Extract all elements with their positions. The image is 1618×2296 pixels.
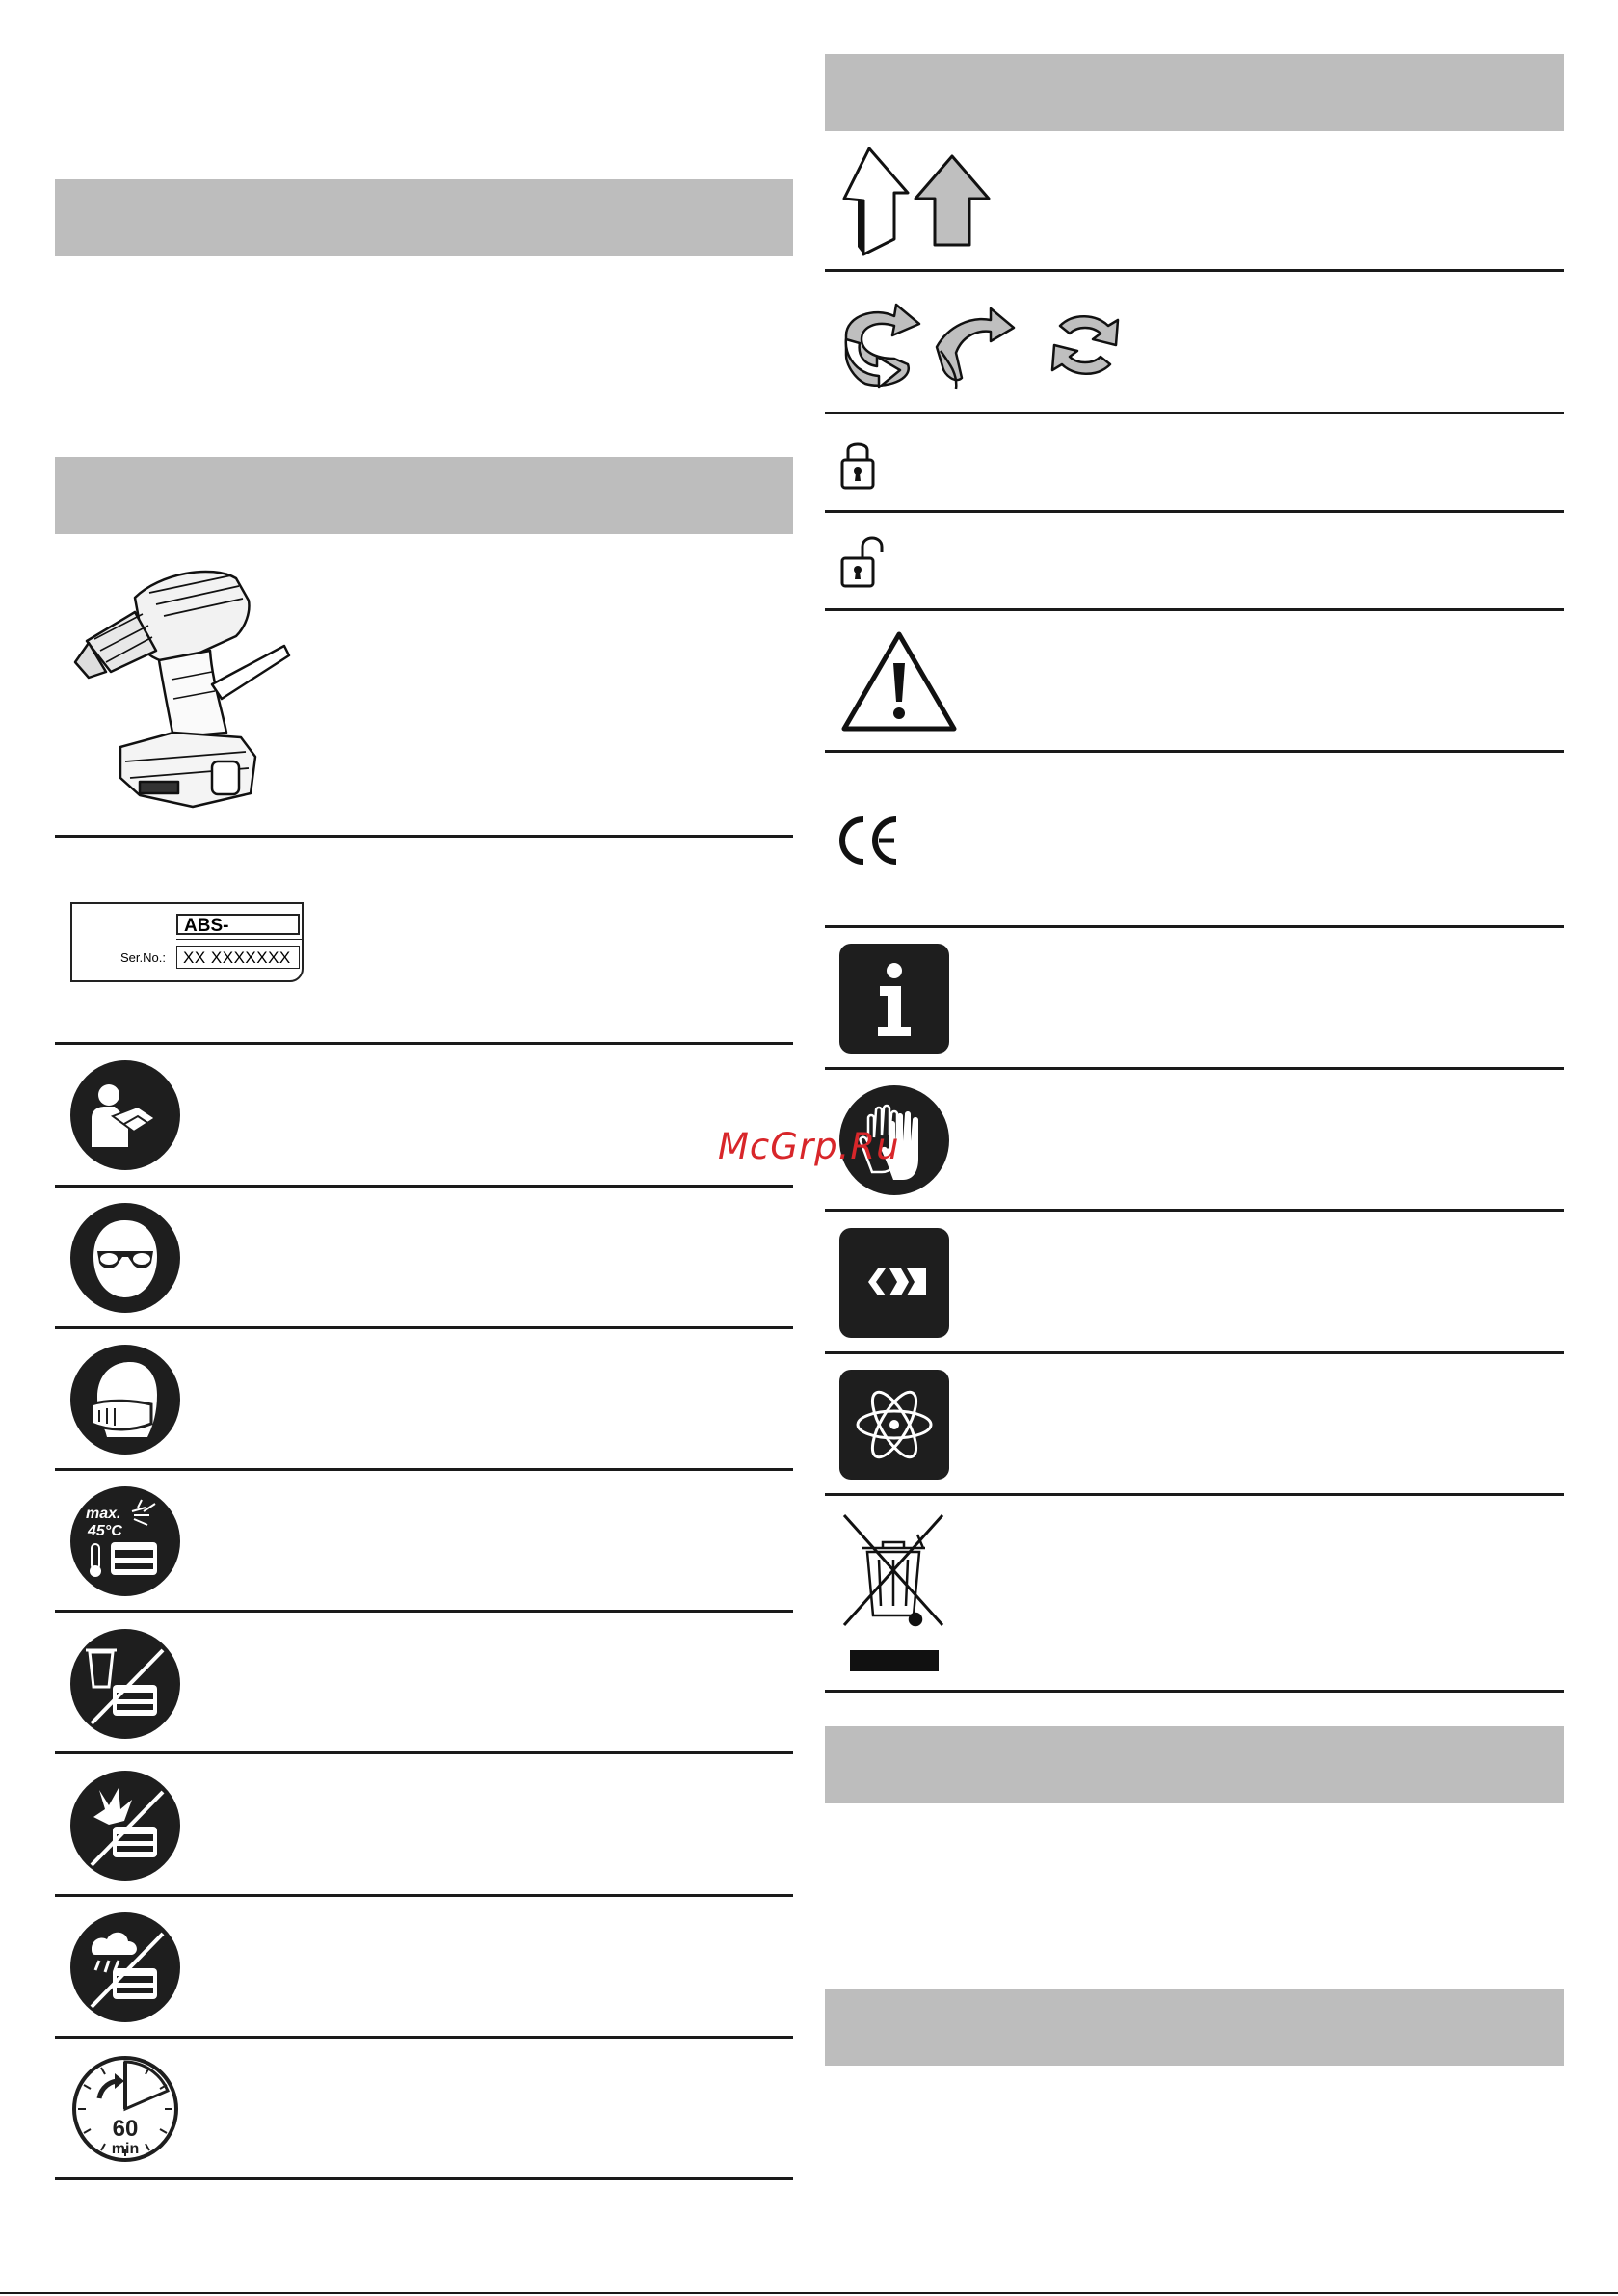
dust-mask-icon (70, 1345, 180, 1455)
section-header-band-1 (55, 179, 793, 256)
serial-value: XX XXXXXXX (176, 946, 300, 969)
section-header-band-right-1 (825, 54, 1564, 131)
read-manual-icon (70, 1060, 180, 1170)
plate-line (176, 939, 302, 940)
divider (55, 1042, 793, 1045)
divider (55, 2177, 793, 2180)
info-symbol-label (839, 944, 840, 945)
divider (55, 1894, 793, 1897)
charge-time-value: 60 (112, 2116, 139, 2142)
lock-closed-icon (839, 437, 876, 491)
max-temperature-icon (70, 1486, 180, 1596)
info-icon (839, 944, 949, 1054)
serial-label: Ser.No.: (120, 950, 166, 965)
drill-illustration (67, 554, 299, 810)
divider (825, 1067, 1564, 1070)
charge-time-unit: min (111, 2141, 140, 2157)
divider (825, 412, 1564, 414)
weee-bin-icon (836, 1509, 950, 1678)
model-prefix-box: ABS- (176, 914, 300, 935)
warning-triangle-icon (838, 628, 960, 734)
temperature-value-label: 45°C (88, 1523, 122, 1539)
divider (825, 1493, 1564, 1496)
no-rain-battery-icon (70, 1912, 180, 2022)
divider (825, 750, 1564, 753)
divider (825, 269, 1564, 272)
watermark: McGrp.Ru (718, 1126, 900, 1167)
no-fire-battery-icon (70, 1771, 180, 1881)
divider (55, 1751, 793, 1754)
divider (55, 1185, 793, 1188)
divider (825, 1209, 1564, 1212)
battery-level-icon (839, 1228, 949, 1338)
divider (55, 1326, 793, 1329)
divider (825, 925, 1564, 928)
no-household-waste-battery-icon (70, 1629, 180, 1739)
divider (825, 1351, 1564, 1354)
lithium-ion-icon (839, 1370, 949, 1480)
section-header-band-2 (55, 457, 793, 534)
safety-goggles-icon (70, 1203, 180, 1313)
divider (55, 835, 793, 838)
direction-arrows-icon (838, 143, 997, 258)
divider (825, 510, 1564, 513)
section-header-band-right-2 (825, 1726, 1564, 1803)
section-header-band-right-3 (825, 1989, 1564, 2066)
divider (825, 608, 1564, 611)
page-bottom-edge (0, 2292, 1618, 2294)
ce-mark-icon (836, 814, 904, 868)
lock-open-icon (839, 533, 884, 589)
rotation-arrows-icon (836, 297, 1135, 393)
divider (55, 2036, 793, 2039)
divider (55, 1610, 793, 1613)
divider (825, 1690, 1564, 1693)
divider (55, 1468, 793, 1471)
temperature-max-label: max. (86, 1506, 121, 1522)
charge-time-60min-icon (70, 2054, 180, 2164)
rating-plate (70, 902, 304, 982)
